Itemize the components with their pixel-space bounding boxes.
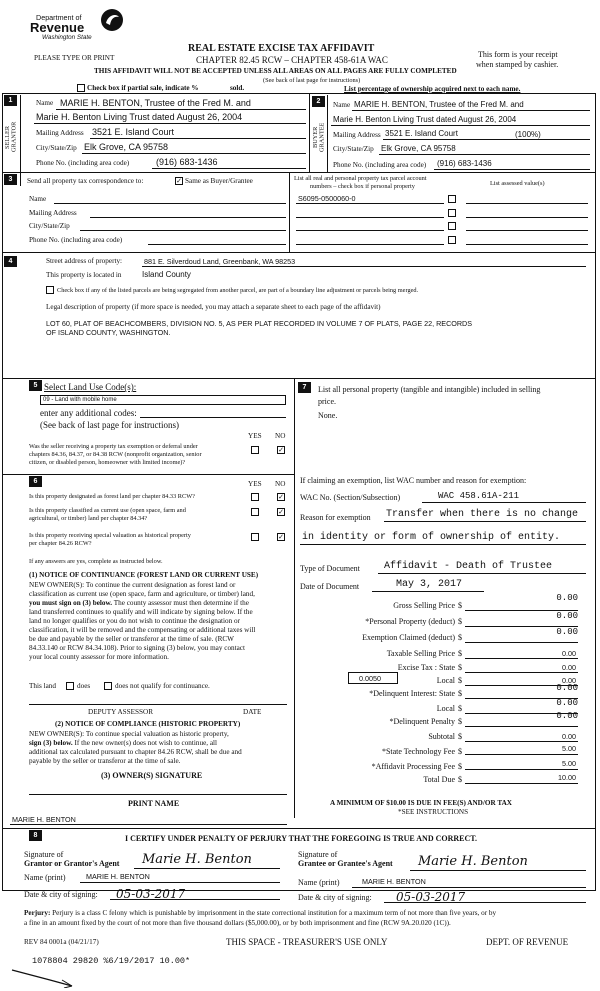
s1-phone-label: Phone No. (including area code) bbox=[36, 159, 130, 167]
parcel-number[interactable]: S6095-0500060-0 bbox=[298, 194, 356, 203]
s2-name-2[interactable]: Marie H. Benton Living Trust dated August 26, 2004 bbox=[333, 115, 517, 124]
s5-q1c: citizen, or disabled person, homeowner with limited income)? bbox=[29, 459, 186, 466]
legal-description-2[interactable]: OF ISLAND COUNTY, WASHINGTON. bbox=[46, 328, 171, 337]
current-use-no-checkbox[interactable]: ✓ bbox=[278, 508, 284, 516]
logo-state: Washington State bbox=[42, 34, 92, 41]
form-title: REAL ESTATE EXCISE TAX AFFIDAVIT bbox=[188, 43, 375, 54]
additional-codes-label: enter any additional codes: bbox=[40, 408, 137, 418]
doc-type-label: Type of Document bbox=[300, 564, 360, 573]
s2-city[interactable]: Elk Grove, CA 95758 bbox=[381, 144, 456, 153]
section-3-badge: 3 bbox=[4, 174, 17, 185]
assessed-line bbox=[466, 230, 588, 231]
subtotal-label: Subtotal bbox=[428, 732, 455, 741]
s3-mail-label: Mailing Address bbox=[29, 209, 77, 217]
s6-q2a: Is this property classified as current use (open space, farm and bbox=[29, 507, 186, 514]
form-revision: REV 84 0001a (04/21/17) bbox=[24, 938, 99, 946]
fee-line bbox=[465, 726, 578, 727]
tax-rate-box[interactable] bbox=[348, 672, 398, 684]
receipt-note-1: This form is your receipt bbox=[478, 50, 558, 59]
s1-mail-label: Mailing Address bbox=[36, 129, 84, 137]
fee-line bbox=[465, 741, 578, 742]
certify-statement: I CERTIFY UNDER PENALTY OF PERJURY THAT THE FOREGOING IS TRUE AND CORRECT. bbox=[125, 834, 478, 843]
hc-h4: payable by the seller or transferor at the time of sale. bbox=[29, 757, 181, 765]
does-checkbox[interactable] bbox=[66, 682, 74, 690]
grantor-signature[interactable]: Marie H. Benton bbox=[142, 852, 252, 867]
s2-phone-label: Phone No. (including area code) bbox=[333, 161, 427, 169]
land-use-label: Select Land Use Code(s): bbox=[44, 382, 137, 392]
subtotal-value[interactable]: 0.00 bbox=[562, 732, 576, 741]
grantee-name[interactable]: MARIE H. BENTON bbox=[362, 877, 426, 886]
s3-line bbox=[80, 230, 286, 231]
s1-phone[interactable]: (916) 683-1436 bbox=[156, 157, 218, 167]
dollar-sign: $ bbox=[458, 747, 462, 756]
grantor-sig-label-2: Grantor or Grantor's Agent bbox=[24, 859, 120, 868]
s1-line bbox=[34, 123, 306, 124]
personal-property-checkbox-1[interactable] bbox=[448, 195, 456, 203]
s3-send-label: Send all property tax correspondence to: bbox=[27, 177, 144, 185]
historic-no-checkbox[interactable]: ✓ bbox=[278, 533, 284, 541]
exemption-deduct-value[interactable]: 0.00 bbox=[556, 627, 578, 637]
s3-line bbox=[90, 217, 286, 218]
s2-line bbox=[434, 169, 590, 170]
hc-h2b: If the new owner(s) does not wish to continue, all bbox=[74, 739, 218, 747]
does-not-checkbox[interactable] bbox=[104, 682, 112, 690]
assessor-line bbox=[29, 704, 287, 705]
section-7-badge: 7 bbox=[298, 382, 311, 393]
section-4-badge: 4 bbox=[4, 256, 17, 267]
interest-local-label: Local bbox=[436, 704, 455, 713]
s6-q3a: Is this property receiving special valuation as historical property bbox=[29, 532, 191, 539]
parcel-line bbox=[296, 230, 444, 231]
same-as-buyer-label: Same as Buyer/Grantee bbox=[185, 177, 253, 185]
s6-q3b: per chapter 84.26 RCW? bbox=[29, 540, 92, 547]
grantee-sig-label-2: Grantee or Grantee's Agent bbox=[298, 859, 393, 868]
s5-q1b: chapters 84.36, 84.37, or 84.38 RCW (nonprofit organization, senior bbox=[29, 451, 202, 458]
section-6-badge: 6 bbox=[29, 476, 42, 487]
assessed-line bbox=[466, 244, 588, 245]
section-8-badge: 8 bbox=[29, 830, 42, 841]
penalty-label: *Delinquent Penalty bbox=[389, 717, 455, 726]
street-line bbox=[142, 266, 586, 267]
s3-divider bbox=[20, 173, 21, 186]
s5-yes: YES bbox=[248, 432, 262, 440]
see-back: (See back of last page for instructions) bbox=[263, 77, 361, 84]
grantor-date[interactable]: 05-03-2017 bbox=[116, 887, 186, 901]
receipt-note-2: when stamped by cashier. bbox=[476, 60, 559, 69]
mid-divider bbox=[294, 378, 295, 818]
segregated-label: Check box if any of the listed parcels are being segregated from another parcel, are part of a boundary line adjustment or parcels being merged. bbox=[57, 287, 419, 294]
assessor-date-label: DATE bbox=[243, 708, 262, 716]
s6-ifany: If any answers are yes, complete as instructed below. bbox=[29, 558, 163, 565]
s4-top-border bbox=[2, 252, 596, 253]
personal-property-label: List all personal property (tangible and intangible) included in selling bbox=[318, 385, 541, 394]
date-line bbox=[384, 902, 586, 903]
fee-line bbox=[465, 658, 578, 659]
sig-line bbox=[410, 870, 586, 871]
seller-grantor-label: SELLER GRANTOR bbox=[4, 121, 18, 153]
s2-divider bbox=[327, 95, 328, 173]
notice-compliance: (2) NOTICE OF COMPLIANCE (HISTORIC PROPERTY) bbox=[55, 720, 241, 728]
s8-top-border bbox=[2, 828, 596, 829]
s1-name-label: Name bbox=[36, 99, 54, 107]
grantee-name-label: Name (print) bbox=[298, 878, 340, 887]
print-name-label: PRINT NAME bbox=[128, 799, 180, 808]
total-due-label: Total Due bbox=[423, 775, 455, 784]
doc-type-line bbox=[378, 573, 586, 574]
nc-t8: 84.33.140 or RCW 84.34.108). Prior to signing (3) below, you may contact bbox=[29, 644, 245, 652]
grantee-date[interactable]: 05-03-2017 bbox=[396, 890, 466, 904]
s1-name-2[interactable]: Marie H. Benton Living Trust dated August 26, 2004 bbox=[36, 112, 243, 122]
s6-yes: YES bbox=[248, 480, 262, 488]
exemption-claim-label: If claiming an exemption, list WAC number and reason for exemption: bbox=[300, 476, 527, 485]
dollar-sign: $ bbox=[458, 633, 462, 642]
gross-value[interactable]: 0.00 bbox=[556, 593, 578, 603]
reason-line bbox=[384, 521, 586, 522]
parcel-line bbox=[296, 244, 444, 245]
ownership-note: List percentage of ownership acquired next to each name. bbox=[344, 85, 521, 93]
tax-rate: 0.0050 bbox=[359, 674, 381, 683]
treasurer-use: THIS SPACE - TREASURER'S USE ONLY bbox=[226, 937, 388, 947]
s2-ownership-pct[interactable]: (100%) bbox=[515, 130, 541, 139]
s5-q1a: Was the seller receiving a property tax exemption or deferral under bbox=[29, 443, 198, 450]
parcel-list-label-1: List all real and personal property tax parcel account bbox=[294, 175, 427, 182]
located-label: This property is located in bbox=[46, 271, 122, 279]
land-use-input[interactable] bbox=[40, 395, 286, 405]
doc-type[interactable]: Affidavit - Death of Trustee bbox=[384, 561, 553, 572]
legal-description-1[interactable]: LOT 60, PLAT OF BEACHCOMBERS, DIVISION NO. 5, AS PER PLAT RECORDED IN VOLUME 7 OF PLATS, PAGE 22, RECORDS bbox=[46, 319, 473, 328]
s1-city[interactable]: Elk Grove, CA 95758 bbox=[84, 142, 169, 152]
owner-sig-line bbox=[29, 794, 287, 795]
street-address[interactable]: 881 E. Silverdoud Land, Greenbank, WA 98253 bbox=[144, 257, 296, 266]
nc-t4: land transferred continues to qualify and will indicate by signing below. If the bbox=[29, 608, 253, 616]
dept-revenue: DEPT. OF REVENUE bbox=[486, 937, 569, 947]
s5-q1-yes-checkbox[interactable] bbox=[251, 446, 259, 454]
s2-mail[interactable]: 3521 E. Island Court bbox=[385, 129, 458, 138]
perjury-2: a fine in an amount fixed by the court of not more than five thousand dollars ($5,000.00), or by both imprisonment and fine (RCW 9A.20.020 (1C)). bbox=[24, 919, 451, 927]
current-use-yes-checkbox[interactable] bbox=[251, 508, 259, 516]
this-land-label: This land bbox=[29, 682, 56, 690]
segregated-checkbox[interactable] bbox=[46, 286, 54, 294]
dollar-sign: $ bbox=[458, 601, 462, 610]
personal-property-checkbox-2[interactable] bbox=[448, 209, 456, 217]
personal-property-checkbox-4[interactable] bbox=[448, 236, 456, 244]
s5-top-border bbox=[2, 378, 596, 379]
revenue-logo-icon bbox=[100, 7, 124, 33]
tech-fee-label: *State Technology Fee bbox=[381, 747, 455, 756]
forest-yes-checkbox[interactable] bbox=[251, 493, 259, 501]
form-chapter: CHAPTER 82.45 RCW – CHAPTER 458-61A WAC bbox=[196, 55, 388, 65]
taxable-value[interactable]: 0.00 bbox=[562, 649, 576, 658]
fee-line bbox=[465, 672, 578, 673]
s3-phone-label: Phone No. (including area code) bbox=[29, 236, 123, 244]
warning: THIS AFFIDAVIT WILL NOT BE ACCEPTED UNLESS ALL AREAS ON ALL PAGES ARE FULLY COMPLETED bbox=[94, 67, 457, 75]
does-not-label: does not qualify for continuance. bbox=[115, 682, 210, 690]
assessed-line bbox=[466, 217, 588, 218]
tech-fee-value[interactable]: 5.00 bbox=[562, 744, 576, 753]
penalty-value[interactable]: 0.00 bbox=[556, 711, 578, 721]
see-instructions: *SEE INSTRUCTIONS bbox=[398, 808, 469, 816]
price-label: price. bbox=[318, 397, 336, 406]
exemption-deduct-label: Exemption Claimed (deduct) bbox=[362, 633, 455, 642]
reason-2[interactable]: in identity or form of ownership of entity. bbox=[302, 532, 561, 543]
dollar-sign: $ bbox=[458, 663, 462, 672]
s3-top-border bbox=[2, 172, 596, 173]
s1-name-1[interactable]: MARIE H. BENTON, Trustee of the Fred M. and bbox=[60, 98, 251, 108]
interest-local-value[interactable]: 0.00 bbox=[556, 698, 578, 708]
s2-line bbox=[331, 125, 590, 126]
dollar-sign: $ bbox=[458, 762, 462, 771]
name-line bbox=[352, 887, 586, 888]
logo-revenue: Revenue bbox=[30, 20, 85, 35]
dollar-sign: $ bbox=[458, 617, 462, 626]
buyer-grantee-label: BUYER GRANTEE bbox=[312, 122, 326, 152]
interest-state-label: *Delinquent Interest: State bbox=[369, 689, 455, 698]
personal-deduct-value[interactable]: 0.00 bbox=[556, 611, 578, 621]
s2-line bbox=[352, 110, 590, 111]
printed-line bbox=[10, 824, 287, 825]
assessed-line bbox=[466, 203, 588, 204]
dollar-sign: $ bbox=[458, 717, 462, 726]
fee-line bbox=[465, 769, 578, 770]
hc-h1: NEW OWNER(S): To continue special valuation as historic property, bbox=[29, 730, 229, 738]
section-1-badge: 1 bbox=[4, 95, 17, 106]
nc-t1: NEW OWNER(S): To continue the current designation as forest land or bbox=[29, 581, 236, 589]
s2-line bbox=[383, 139, 590, 140]
dollar-sign: $ bbox=[458, 775, 462, 784]
s1-mail[interactable]: 3521 E. Island Court bbox=[92, 127, 175, 137]
processing-fee-value[interactable]: 5.00 bbox=[562, 759, 576, 768]
dollar-sign: $ bbox=[458, 732, 462, 741]
parcel-line bbox=[296, 203, 444, 204]
date-line bbox=[110, 899, 280, 900]
doc-date-line bbox=[372, 591, 484, 592]
fee-line bbox=[465, 783, 578, 784]
reason-1[interactable]: Transfer when there is no change bbox=[386, 509, 579, 520]
logo-dept: Department of bbox=[36, 13, 82, 22]
s1-divider bbox=[20, 95, 21, 173]
dollar-sign: $ bbox=[458, 649, 462, 658]
nc-t7: be due and payable by the seller or transferor at the time of sale. (RCW bbox=[29, 635, 234, 643]
gross-label: Gross Selling Price bbox=[393, 601, 455, 610]
section-2-badge: 2 bbox=[312, 96, 325, 107]
reason-label: Reason for exemption bbox=[300, 513, 371, 522]
interest-state-value[interactable]: 0.00 bbox=[556, 683, 578, 693]
s2-city-label: City/State/Zip bbox=[333, 145, 374, 153]
s2-mail-label: Mailing Address bbox=[333, 131, 381, 139]
codes-line bbox=[140, 417, 286, 418]
street-label: Street address of property: bbox=[46, 257, 123, 265]
doc-date-label: Date of Document bbox=[300, 582, 360, 591]
sold-label: sold. bbox=[230, 84, 245, 92]
section-5-badge: 5 bbox=[29, 380, 42, 391]
s3-city-label: City/State/Zip bbox=[29, 222, 70, 230]
s1-line bbox=[82, 153, 306, 154]
excise-state-label: Excise Tax : State bbox=[397, 663, 455, 672]
stamp-arrow-icon bbox=[10, 966, 80, 988]
s1-city-label: City/State/Zip bbox=[36, 144, 77, 152]
grantee-sig-label-1: Signature of bbox=[298, 850, 338, 859]
s6-q1: Is this property designated as forest land per chapter 84.33 RCW? bbox=[29, 493, 195, 500]
processing-fee-label: *Affidavit Processing Fee bbox=[371, 762, 455, 771]
nc-t6: classification, it will be removed and the compensating or additional taxes will bbox=[29, 626, 256, 634]
minimum-fee-note: A MINIMUM OF $10.00 IS DUE IN FEE(S) AND/OR TAX bbox=[330, 799, 512, 807]
historic-yes-checkbox[interactable] bbox=[251, 533, 259, 541]
type-or-print: PLEASE TYPE OR PRINT bbox=[34, 54, 115, 62]
name-line bbox=[80, 882, 280, 883]
fee-line bbox=[465, 642, 578, 643]
dollar-sign: $ bbox=[458, 689, 462, 698]
wac-label: WAC No. (Section/Subsection) bbox=[300, 493, 401, 502]
forest-no-checkbox[interactable]: ✓ bbox=[278, 493, 284, 501]
deputy-assessor-label: DEPUTY ASSESSOR bbox=[88, 708, 154, 716]
s3-name-label: Name bbox=[29, 195, 47, 203]
doc-date[interactable]: May 3, 2017 bbox=[396, 579, 463, 590]
reason-line bbox=[300, 544, 586, 545]
parcel-line bbox=[296, 217, 444, 218]
s2-name-1[interactable]: MARIE H. BENTON, Trustee of the Fred M. and bbox=[354, 100, 524, 109]
grantor-date-label: Date & city of signing: bbox=[24, 890, 98, 899]
does-label: does bbox=[77, 682, 91, 690]
grantor-name[interactable]: MARIE H. BENTON bbox=[86, 872, 150, 881]
s5-seeback: (See back of last page for instructions) bbox=[40, 420, 179, 430]
personal-property-checkbox-3[interactable] bbox=[448, 222, 456, 230]
dollar-sign: $ bbox=[458, 676, 462, 685]
wac-line bbox=[422, 502, 586, 503]
nc-t3b: The county assessor must then determine if the bbox=[113, 599, 249, 607]
s12-divider bbox=[309, 93, 310, 173]
parcel-list-label-2: numbers – check box if personal property bbox=[310, 183, 415, 190]
notice-continuance: (1) NOTICE OF CONTINUANCE (FOREST LAND OR CURRENT USE) bbox=[29, 571, 259, 579]
perjury-bold: Perjury: bbox=[24, 909, 51, 917]
owner-printed-name[interactable]: MARIE H. BENTON bbox=[12, 815, 76, 824]
excise-state-value[interactable]: 0.00 bbox=[562, 663, 576, 672]
s6-no: NO bbox=[275, 480, 286, 488]
grantor-name-label: Name (print) bbox=[24, 873, 66, 882]
taxable-label: Taxable Selling Price bbox=[386, 649, 455, 658]
grantee-date-label: Date & city of signing: bbox=[298, 893, 372, 902]
grantor-sig-label-1: Signature of bbox=[24, 850, 64, 859]
same-as-buyer-checkbox[interactable]: ✓ bbox=[176, 177, 182, 185]
dollar-sign: $ bbox=[458, 704, 462, 713]
s3-line bbox=[54, 203, 286, 204]
perjury-1: Perjury is a class C felony which is punishable by imprisonment in the state correctional institution for a maximum term of not more than five years, or by bbox=[52, 909, 497, 917]
nc-t3a: you must sign on (3) below. bbox=[29, 599, 113, 607]
partial-sale-checkbox[interactable] bbox=[77, 84, 85, 92]
grantee-signature[interactable]: Marie H. Benton bbox=[418, 854, 528, 869]
nc-t2: classification as current use (open space, farm and agriculture, or timber) land, bbox=[29, 590, 255, 598]
s5-no: NO bbox=[275, 432, 286, 440]
s2-phone[interactable]: (916) 683-1436 bbox=[437, 159, 492, 168]
s5-q1-no-checkbox[interactable]: ✓ bbox=[278, 446, 284, 454]
s6-q2b: agricultural, or timber) land per chapter 84.34? bbox=[29, 515, 148, 522]
legal-label: Legal description of property (if more space is needed, you may attach a separate sheet to each page of the affidavit) bbox=[46, 303, 381, 311]
hc-h3: additional tax calculated pursuant to chapter 84.26 RCW, shall be due and bbox=[29, 748, 242, 756]
excise-local-value[interactable]: 0.00 bbox=[562, 676, 576, 685]
nc-t5: land no longer qualifies or you do not wish to continue the designation or bbox=[29, 617, 240, 625]
s6-top-border bbox=[2, 474, 294, 475]
s2-name-label: Name bbox=[333, 101, 351, 109]
hc-h2a: sign (3) below. bbox=[29, 739, 73, 747]
s1-line bbox=[56, 109, 306, 110]
owner-signature-label: (3) OWNER(S) SIGNATURE bbox=[101, 771, 203, 780]
personal-deduct-label: *Personal Property (deduct) bbox=[365, 617, 455, 626]
land-use-code: 09 - Land with mobile home bbox=[43, 397, 117, 403]
s1-line bbox=[90, 138, 306, 139]
s3-divider bbox=[289, 173, 290, 252]
s1-line bbox=[152, 168, 306, 169]
excise-local-label: Local bbox=[436, 676, 455, 685]
wac-number[interactable]: WAC 458.61A-211 bbox=[438, 491, 520, 501]
s3-line bbox=[148, 244, 286, 245]
treasurer-stamp: 1078804 29820 %6/19/2017 10.00* bbox=[32, 956, 191, 966]
sig-line bbox=[134, 868, 280, 869]
s2-line bbox=[379, 154, 590, 155]
county[interactable]: Island County bbox=[142, 270, 191, 279]
fee-line bbox=[465, 754, 578, 755]
total-due-value[interactable]: 10.00 bbox=[558, 773, 576, 782]
personal-property-none[interactable]: None. bbox=[318, 411, 338, 420]
assessed-label: List assessed value(s) bbox=[490, 180, 545, 187]
nc-t9: your local county assessor for more information. bbox=[29, 653, 169, 661]
partial-sale-label: Check box if partial sale, indicate % bbox=[87, 84, 199, 92]
